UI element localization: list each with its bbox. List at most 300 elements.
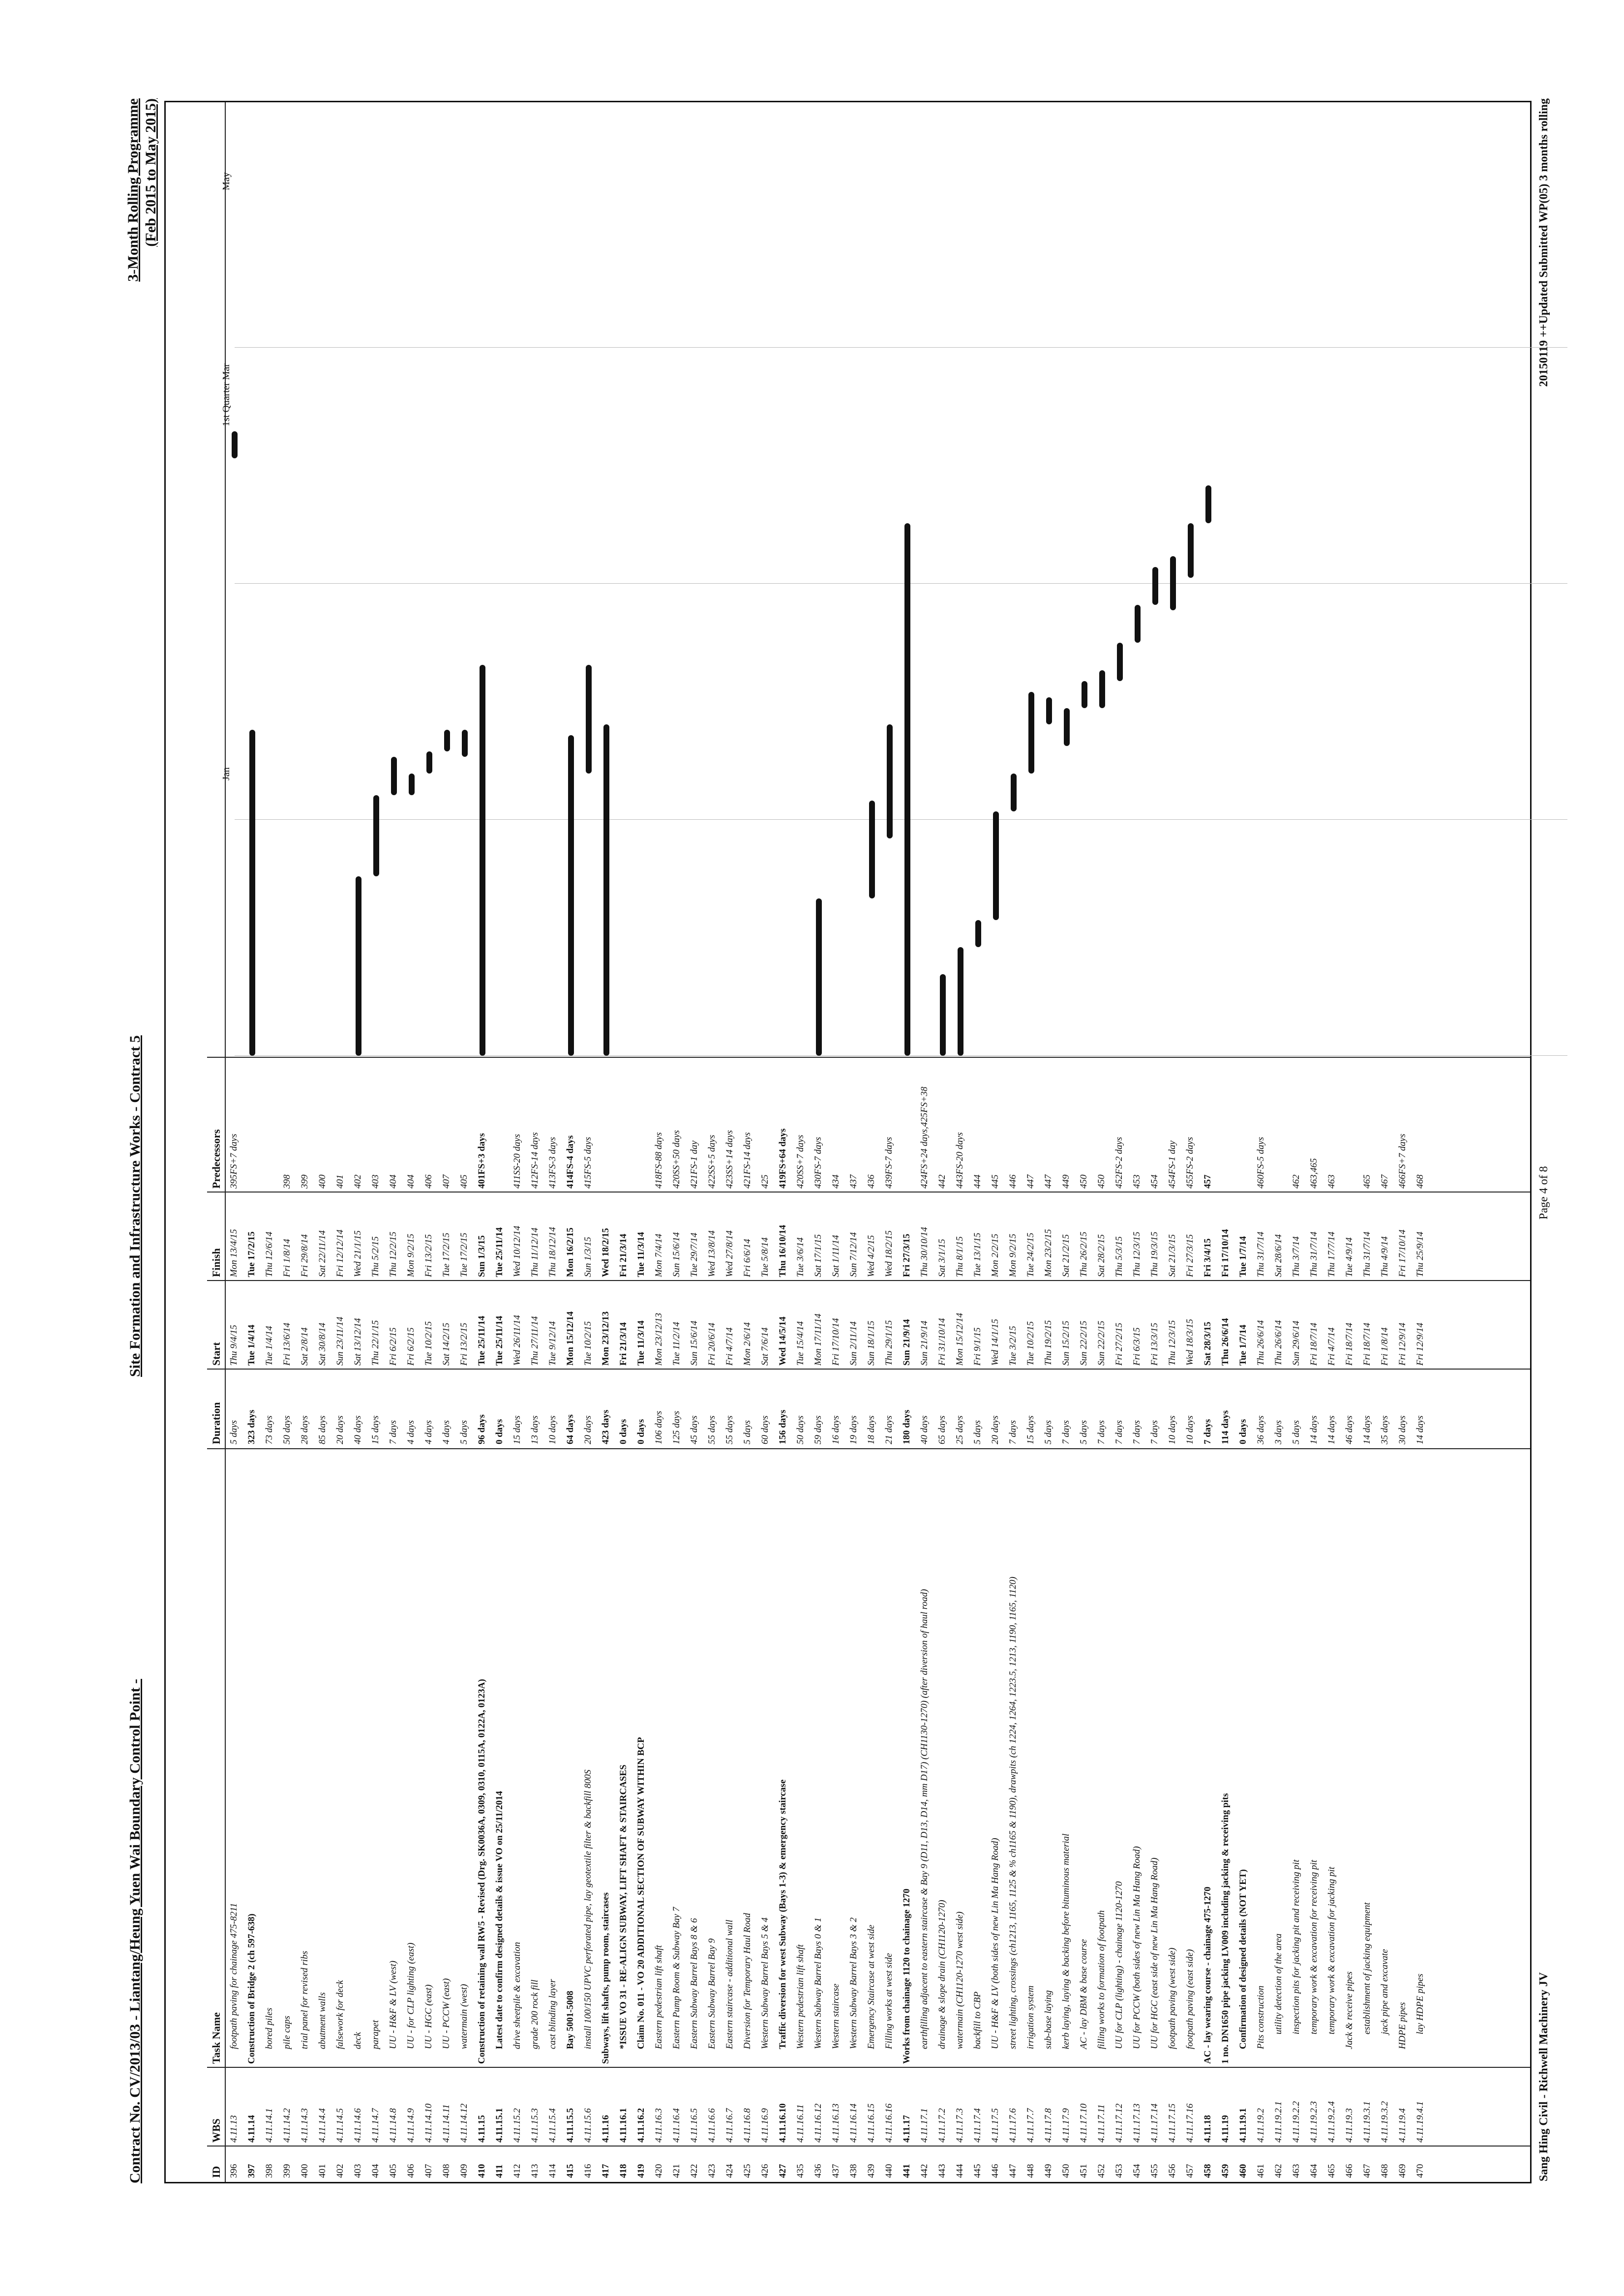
task-wbs: 4.11.17.16: [1185, 2103, 1195, 2143]
task-wbs: 4.11.15: [477, 2115, 487, 2143]
task-id: 458: [1203, 2164, 1213, 2178]
task-name: Bay 5001-5008: [565, 1991, 575, 2049]
task-wbs: 4.11.17.10: [1079, 2103, 1089, 2143]
task-id: 407: [423, 2164, 434, 2178]
task-name: 1 no. DN1650 pipe jacking LV009 including jacking & receiving pits: [1220, 1793, 1231, 2064]
task-start: Fri 1/8/14: [1380, 1327, 1390, 1366]
task-duration: 45 days: [689, 1415, 699, 1444]
task-predecessors: 413FS-3 days: [547, 1136, 558, 1189]
task-name: sub-base laying: [1043, 1990, 1053, 2049]
timeline-gridline: [235, 1055, 1567, 1056]
table-row: [1149, 1061, 1161, 2182]
table-row: [494, 1061, 506, 2182]
task-id: 413: [530, 2164, 540, 2178]
task-wbs: 4.11.16.7: [724, 2108, 735, 2143]
table-row: [423, 1061, 435, 2182]
task-id: 420: [654, 2164, 664, 2178]
table-row: [1256, 1061, 1267, 2182]
task-wbs: 4.11.16.14: [848, 2103, 859, 2143]
task-name: filling works to formation of footpath: [1096, 1910, 1107, 2049]
task-wbs: 4.11.19.2.4: [1326, 2101, 1337, 2143]
task-predecessors: 401: [335, 1174, 345, 1189]
task-id: 452: [1096, 2164, 1107, 2178]
task-id: 405: [388, 2164, 398, 2178]
task-name: Eastern Subway Barrel Bays 8 & 6: [689, 1918, 699, 2049]
task-predecessors: 411SS-20 days: [512, 1134, 522, 1189]
table-row: [388, 1061, 400, 2182]
task-finish: Mon 9/2/15: [406, 1233, 416, 1277]
task-wbs: 4.11.14.4: [317, 2108, 328, 2143]
task-name: establishment of jacking equipment: [1362, 1902, 1372, 2034]
task-wbs: 4.11.17.8: [1043, 2108, 1053, 2143]
task-name: footpath paving (west side): [1167, 1947, 1177, 2049]
task-id: 468: [1380, 2164, 1390, 2178]
task-start: Sat 2/8/14: [300, 1327, 310, 1366]
task-name: UU - PCCW (east): [441, 1978, 451, 2049]
task-name: Western staircase: [831, 1983, 841, 2049]
task-duration: 40 days: [353, 1415, 363, 1444]
task-start: Wed 18/3/15: [1185, 1319, 1195, 1366]
task-name: abutment walls: [317, 1992, 328, 2049]
task-predecessors: 442: [937, 1174, 947, 1189]
task-start: Sun 15/2/15: [1061, 1320, 1071, 1366]
task-name: drive sheetpile & excavation: [512, 1942, 522, 2049]
task-name: Western Subway Barrel Bays 5 & 4: [760, 1917, 770, 2049]
task-finish: Wed 27/8/14: [724, 1230, 735, 1277]
task-finish: Mon 7/4/14: [654, 1233, 664, 1277]
gantt-task-bar: [462, 730, 468, 757]
task-finish: Fri 17/10/14: [1397, 1229, 1408, 1277]
gantt-task-bar: [940, 974, 946, 1056]
task-start: Tue 1/7/14: [1238, 1324, 1248, 1366]
task-id: 408: [441, 2164, 451, 2178]
task-duration: 4 days: [441, 1420, 451, 1444]
task-duration: 14 days: [1362, 1415, 1372, 1444]
task-name: lay HDPE pipes: [1415, 1973, 1425, 2034]
task-predecessors: 465: [1362, 1174, 1372, 1189]
task-name: footpath paving (east side): [1185, 1949, 1195, 2049]
task-start: Tue 10/2/15: [1025, 1321, 1036, 1366]
task-name: inspection pits for jacking pit and receiving pit: [1291, 1859, 1301, 2034]
task-predecessors: 402: [353, 1174, 363, 1189]
task-start: Wed 14/1/15: [990, 1319, 1000, 1366]
task-id: 451: [1079, 2164, 1089, 2178]
task-finish: Thu 17/7/14: [1326, 1231, 1337, 1277]
task-finish: Fri 3/4/15: [1203, 1238, 1213, 1277]
task-duration: 14 days: [1415, 1415, 1425, 1444]
task-name: UU - H&F & LV (west): [388, 1961, 398, 2049]
task-finish: Thu 31/7/14: [1309, 1231, 1319, 1277]
task-start: Fri 6/2/15: [406, 1327, 416, 1366]
task-finish: Thu 31/7/14: [1256, 1231, 1266, 1277]
task-name: watermain (west): [459, 1984, 469, 2049]
rolling-programme-period: (Feb 2015 to May 2015): [143, 98, 159, 247]
task-finish: Thu 12/3/15: [1132, 1231, 1142, 1277]
task-duration: 7 days: [388, 1420, 398, 1444]
task-wbs: 4.11.17.4: [972, 2108, 983, 2143]
timeline-month-label: 1st Quarter Mar: [221, 363, 232, 426]
task-wbs: 4.11.19.3: [1344, 2108, 1354, 2143]
table-row: [1415, 1061, 1427, 2182]
task-predecessors: 424FS+24 days,425FS+38: [919, 1086, 930, 1189]
footer-contractor: Sang Hing Civil - Richwell Machinery JV: [1537, 1972, 1550, 2181]
column-header-finish: Finish: [210, 1248, 222, 1277]
table-row: [919, 1061, 931, 2182]
task-predecessors: 452FS-2 days: [1114, 1136, 1124, 1189]
gantt-task-bar: [603, 724, 609, 1056]
task-name: cast blinding layer: [547, 1979, 558, 2049]
timeline-gridline: [235, 347, 1567, 348]
task-id: 469: [1397, 2164, 1408, 2178]
task-predecessors: 421FS-1 day: [689, 1140, 699, 1189]
task-id: 406: [406, 2164, 416, 2178]
task-wbs: 4.11.19.2.3: [1309, 2101, 1319, 2143]
task-duration: 13 days: [530, 1415, 540, 1444]
task-duration: 19 days: [848, 1415, 859, 1444]
table-row: [1380, 1061, 1391, 2182]
site-title: Site Formation and Infrastructure Works - Contract 5: [127, 1035, 143, 1377]
task-predecessors: 401FS+3 days: [477, 1133, 487, 1189]
task-start: Tue 25/11/14: [494, 1315, 505, 1366]
task-finish: Fri 27/3/15: [902, 1233, 912, 1277]
gantt-task-bar: [1117, 643, 1123, 681]
task-start: Sun 22/2/15: [1079, 1320, 1089, 1366]
task-wbs: 4.11.17: [902, 2115, 912, 2143]
table-row: [370, 1061, 382, 2182]
task-duration: 16 days: [831, 1415, 841, 1444]
task-id: 411: [494, 2164, 505, 2178]
task-id: 464: [1309, 2164, 1319, 2178]
task-name: Diversion for Temporary Haul Road: [742, 1913, 752, 2049]
task-name: UU for CLP (lighting) - chainage 1120-1270: [1114, 1881, 1124, 2049]
task-finish: Thu 19/3/15: [1149, 1231, 1160, 1277]
task-predecessors: 445: [990, 1174, 1000, 1189]
task-duration: 5 days: [1043, 1420, 1053, 1444]
gantt-task-bar: [568, 735, 574, 1056]
task-start: Fri 17/10/14: [831, 1318, 841, 1366]
task-id: 404: [370, 2164, 381, 2178]
task-wbs: 4.11.14.6: [353, 2108, 363, 2143]
task-predecessors: 404: [388, 1174, 398, 1189]
task-predecessors: 423SS+14 days: [724, 1130, 735, 1189]
task-name: footpath paving for chainage 475-8211: [229, 1903, 239, 2049]
task-finish: Sat 28/6/14: [1273, 1234, 1284, 1277]
task-start: Fri 18/7/14: [1344, 1322, 1354, 1366]
task-duration: 30 days: [1397, 1415, 1408, 1444]
task-duration: 50 days: [795, 1415, 806, 1444]
task-duration: 46 days: [1344, 1415, 1354, 1444]
task-start: Tue 10/2/15: [583, 1321, 593, 1366]
task-start: Sat 7/6/14: [760, 1327, 770, 1366]
table-row: [441, 1061, 453, 2182]
table-row: [742, 1061, 754, 2182]
task-finish: Sat 3/1/15: [937, 1239, 947, 1277]
gantt-task-bar: [356, 876, 361, 1056]
task-wbs: 4.11.17.12: [1114, 2103, 1124, 2143]
task-wbs: 4.11.15.5: [565, 2108, 575, 2143]
task-wbs: 4.11.19.2.2: [1291, 2101, 1301, 2143]
task-duration: 21 days: [884, 1415, 894, 1444]
task-id: 461: [1256, 2164, 1266, 2178]
task-wbs: 4.11.15.3: [530, 2108, 540, 2143]
task-name: drainage & slope drain (CH1120-1270): [937, 1900, 947, 2049]
table-row: [618, 1061, 630, 2182]
task-predecessors: 447: [1025, 1174, 1036, 1189]
task-duration: 96 days: [477, 1414, 487, 1444]
task-duration: 125 days: [671, 1410, 682, 1444]
gantt-task-bar: [409, 774, 415, 795]
task-name: Pits construction: [1256, 1985, 1266, 2049]
table-row: [937, 1061, 949, 2182]
table-row: [264, 1061, 276, 2182]
column-divider: [207, 1057, 1530, 1058]
task-start: Fri 12/9/14: [1397, 1322, 1408, 1366]
task-predecessors: 467: [1380, 1174, 1390, 1189]
task-start: Thu 27/11/14: [530, 1316, 540, 1366]
task-finish: Tue 13/1/15: [972, 1232, 983, 1277]
task-wbs: 4.11.17.13: [1132, 2103, 1142, 2143]
rolling-programme-title: 3-Month Rolling Programme: [125, 98, 141, 282]
table-row: [1096, 1061, 1108, 2182]
task-wbs: 4.11.14.7: [370, 2108, 381, 2143]
task-wbs: 4.11.17.9: [1061, 2108, 1071, 2143]
task-start: Sun 21/9/14: [902, 1319, 912, 1366]
task-duration: 5 days: [1079, 1420, 1089, 1444]
task-wbs: 4.11.16.11: [795, 2104, 806, 2143]
task-wbs: 4.11.14.11: [441, 2104, 451, 2143]
task-start: Sun 23/11/14: [335, 1316, 345, 1366]
task-start: Mon 23/12/13: [601, 1311, 611, 1366]
footer-revision-note: 20150119 ++Updated Submitted WP(05) 3 months rolling: [1537, 98, 1550, 387]
task-wbs: 4.11.17.5: [990, 2108, 1000, 2143]
task-start: Sat 14/2/15: [441, 1322, 451, 1366]
task-name: bored piles: [264, 2007, 274, 2049]
task-finish: Fri 17/10/14: [1220, 1229, 1231, 1277]
gantt-task-bar: [1046, 697, 1052, 724]
task-start: Tue 1/4/14: [246, 1324, 257, 1366]
task-name: utility detection of the area: [1273, 1933, 1284, 2034]
task-predecessors: 439FS-7 days: [884, 1136, 894, 1189]
table-row: [601, 1061, 612, 2182]
gantt-task-bar: [1152, 567, 1158, 605]
task-wbs: 4.11.19.3.1: [1362, 2101, 1372, 2143]
task-id: 465: [1326, 2164, 1337, 2178]
task-predecessors: 425: [760, 1174, 770, 1189]
task-start: Fri 18/7/14: [1362, 1322, 1372, 1366]
table-row: [795, 1061, 807, 2182]
task-id: 438: [848, 2164, 859, 2178]
task-predecessors: 403: [370, 1174, 381, 1189]
task-id: 421: [671, 2164, 682, 2178]
task-finish: Tue 5/8/14: [760, 1237, 770, 1277]
task-duration: 85 days: [317, 1415, 328, 1444]
task-id: 400: [300, 2164, 310, 2178]
task-finish: Thu 30/10/14: [919, 1227, 930, 1277]
task-finish: Tue 24/2/15: [1025, 1232, 1036, 1277]
table-row: [1326, 1061, 1338, 2182]
task-predecessors: 430FS-7 days: [813, 1136, 823, 1189]
task-duration: 40 days: [919, 1415, 930, 1444]
task-predecessors: 444: [972, 1174, 983, 1189]
task-name: AC - lay wearing course - chainage 475-1270: [1203, 1886, 1213, 2064]
task-name: Claim No. 011 - VO 20 ADDITIONAL SECTION OF SUBWAY WITHIN BCP: [636, 1737, 646, 2049]
task-id: 470: [1415, 2164, 1425, 2178]
task-start: Sat 30/8/14: [317, 1322, 328, 1366]
task-wbs: 4.11.14.5: [335, 2108, 345, 2143]
task-predecessors: 412FS-14 days: [530, 1132, 540, 1189]
task-finish: Tue 11/3/14: [636, 1232, 646, 1277]
task-finish: Mon 9/2/15: [1008, 1233, 1018, 1277]
task-wbs: 4.11.15.2: [512, 2108, 522, 2143]
task-finish: Tue 4/9/14: [1344, 1237, 1354, 1277]
task-predecessors: 415FS-5 days: [583, 1136, 593, 1189]
task-predecessors: 455FS-2 days: [1185, 1136, 1195, 1189]
table-row: [1061, 1061, 1073, 2182]
task-duration: 106 days: [654, 1410, 664, 1444]
task-name: deck: [353, 2032, 363, 2049]
task-name: Construction of retaining wall RW5 - Revised (Drg. SK0036A, 0309, 0310, 0115A, 0122A, 0123A): [477, 1679, 487, 2064]
task-wbs: 4.11.16.4: [671, 2108, 682, 2143]
task-id: 399: [282, 2164, 292, 2178]
task-id: 427: [778, 2164, 788, 2178]
table-row: [1185, 1061, 1197, 2182]
task-finish: Thu 3/7/14: [1291, 1236, 1301, 1277]
task-finish: Fri 27/3/15: [1185, 1234, 1195, 1277]
task-id: 449: [1043, 2164, 1053, 2178]
task-wbs: 4.11.16.2: [636, 2108, 646, 2143]
task-wbs: 4.11.16.6: [707, 2108, 717, 2143]
task-finish: Wed 10/12/14: [512, 1225, 522, 1277]
task-start: Fri 9/1/15: [972, 1327, 983, 1366]
task-predecessors: 395FS+7 days: [229, 1133, 239, 1189]
task-duration: 60 days: [760, 1415, 770, 1444]
gantt-chart: [221, 102, 1572, 1056]
task-wbs: 4.11.14.9: [406, 2108, 416, 2143]
gantt-task-bar: [993, 811, 999, 920]
task-predecessors: 405: [459, 1174, 469, 1189]
gantt-task-bar: [887, 724, 893, 838]
task-duration: 55 days: [724, 1415, 735, 1444]
task-name: Latest date to confirm designed details & issue VO on 25/11/2014: [494, 1791, 505, 2049]
table-row: [1397, 1061, 1409, 2182]
task-predecessors: 436: [866, 1174, 876, 1189]
task-duration: 180 days: [902, 1409, 912, 1444]
task-duration: 5 days: [459, 1420, 469, 1444]
table-row: [813, 1061, 825, 2182]
task-predecessors: 418FS-88 days: [654, 1132, 664, 1189]
gantt-task-bar: [373, 795, 379, 877]
task-id: 402: [335, 2164, 345, 2178]
task-wbs: 4.11.16.13: [831, 2103, 841, 2143]
task-wbs: 4.11.16.5: [689, 2108, 699, 2143]
task-wbs: 4.11.19: [1220, 2115, 1231, 2143]
task-duration: 55 days: [707, 1415, 717, 1444]
task-duration: 5 days: [742, 1420, 752, 1444]
task-wbs: 4.11.17.2: [937, 2108, 947, 2143]
task-wbs: 4.11.16.1: [618, 2108, 629, 2143]
task-start: Thu 29/1/15: [884, 1320, 894, 1366]
task-finish: Thu 25/9/14: [1415, 1231, 1425, 1277]
task-wbs: 4.11.16: [601, 2115, 611, 2143]
gantt-task-bar: [958, 947, 963, 1056]
table-row: [866, 1061, 878, 2182]
task-start: Thu 19/2/15: [1043, 1320, 1053, 1366]
timeline-gridline: [235, 583, 1567, 584]
task-name: jack pipe and excavate: [1380, 1949, 1390, 2034]
gantt-task-bar: [232, 431, 238, 458]
task-wbs: 4.11.15.4: [547, 2108, 558, 2143]
task-predecessors: 406: [423, 1174, 434, 1189]
task-finish: Thu 5/3/15: [1114, 1236, 1124, 1277]
table-row: [902, 1061, 913, 2182]
task-name: temporary work & excavation for receiving pit: [1309, 1860, 1319, 2034]
task-name: UU - H&F & LV (both sides of new Lin Ma Hang Road): [990, 1838, 1000, 2049]
table-row: [282, 1061, 294, 2182]
task-predecessors: 453: [1132, 1174, 1142, 1189]
task-finish: Sat 28/2/15: [1096, 1234, 1107, 1277]
task-name: install 100/150 UPVC perforated pipe, lay geotextile filter & backfill 800S: [583, 1769, 593, 2049]
task-name: kerb laying, laying & backing before bituminous material: [1061, 1833, 1071, 2049]
gantt-task-bar: [904, 523, 910, 1056]
task-name: Eastern pedestrian lift shaft: [654, 1945, 664, 2049]
task-start: Mon 23/12/13: [654, 1312, 664, 1366]
task-finish: Tue 17/2/15: [441, 1232, 451, 1277]
task-duration: 323 days: [246, 1409, 257, 1444]
task-predecessors: 466FS+7 days: [1397, 1133, 1408, 1189]
task-id: 442: [919, 2164, 930, 2178]
task-name: UU - for CLP lighting (east): [406, 1942, 416, 2049]
task-name: Works from chainage 1120 to chainage 1270: [902, 1888, 912, 2064]
task-start: Fri 12/9/14: [1415, 1322, 1425, 1366]
task-finish: Thu 31/7/14: [1362, 1231, 1372, 1277]
table-row: [512, 1061, 524, 2182]
task-start: Tue 25/11/14: [477, 1315, 487, 1366]
task-id: 439: [866, 2164, 876, 2178]
task-name: Eastern Subway Barrel Bay 9: [707, 1938, 717, 2049]
task-name: street lighting, crossings (ch1213, 1165, 1125 & % ch1165 & 1190), drawpits (ch 1224, 1264, 1223.5, 1213, 1190, 1165, 1120): [1008, 1577, 1018, 2049]
task-name: Western pedestrian lift shaft: [795, 1944, 806, 2049]
gantt-task-bar: [1082, 681, 1087, 708]
task-id: 444: [955, 2164, 965, 2178]
task-start: Fri 13/2/15: [459, 1322, 469, 1366]
task-duration: 20 days: [335, 1415, 345, 1444]
task-finish: Thu 18/12/14: [547, 1227, 558, 1277]
task-duration: 0 days: [1238, 1419, 1248, 1444]
task-id: 415: [565, 2164, 575, 2178]
task-id: 422: [689, 2164, 699, 2178]
task-start: Tue 9/12/14: [547, 1321, 558, 1366]
gantt-task-bar: [869, 801, 875, 898]
task-id: 417: [601, 2164, 611, 2178]
task-duration: 10 days: [1167, 1415, 1177, 1444]
task-id: 398: [264, 2164, 274, 2178]
task-start: Fri 4/7/14: [724, 1327, 735, 1366]
task-duration: 59 days: [813, 1415, 823, 1444]
task-predecessors: 468: [1415, 1174, 1425, 1189]
task-duration: 35 days: [1380, 1415, 1390, 1444]
task-duration: 7 days: [1096, 1420, 1107, 1444]
gantt-task-bar: [391, 757, 397, 795]
task-wbs: 4.11.16.12: [813, 2103, 823, 2143]
task-duration: 7 days: [1061, 1420, 1071, 1444]
table-row: [1043, 1061, 1055, 2182]
task-wbs: 4.11.16.9: [760, 2108, 770, 2143]
task-id: 456: [1167, 2164, 1177, 2178]
task-duration: 5 days: [229, 1420, 239, 1444]
task-finish: Wed 4/2/15: [866, 1235, 876, 1277]
task-finish: Sun 1/3/15: [583, 1237, 593, 1277]
task-duration: 0 days: [494, 1419, 505, 1444]
